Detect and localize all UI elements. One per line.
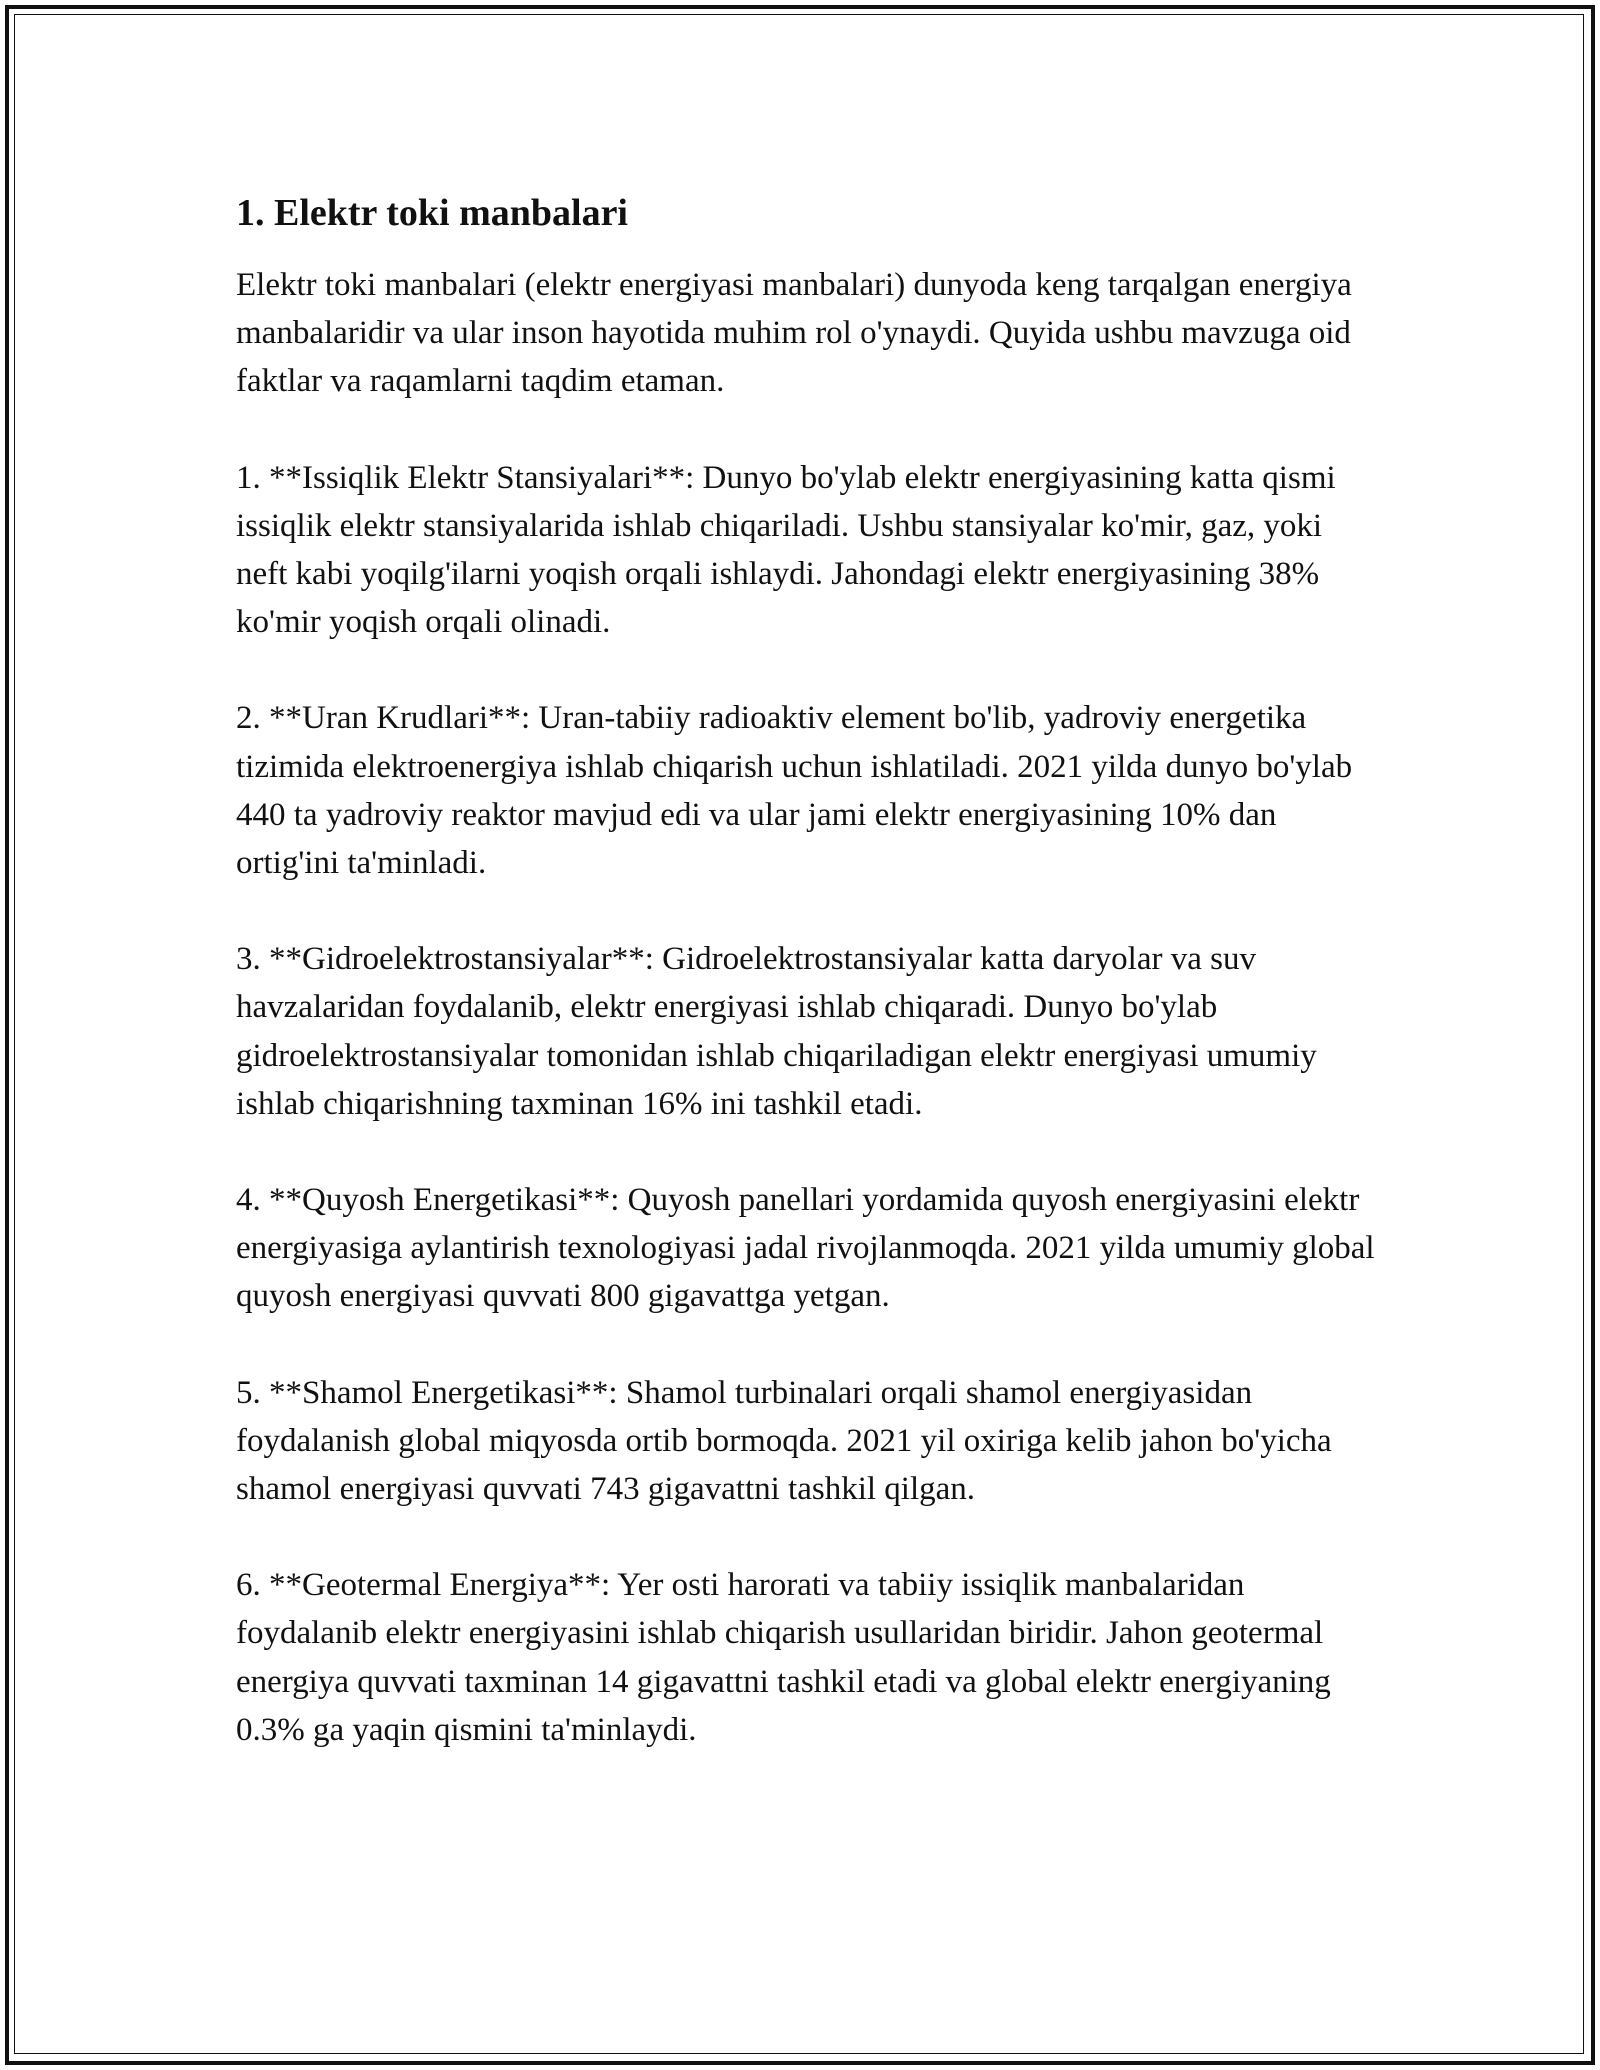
- list-item: 4. **Quyosh Energetikasi**: Quyosh panellari yordamida quyosh energiyasini elektr energiyasiga aylantirish texnologiyasi jadal rivojlanmoqda. 2021 yilda umumiy global quyosh energiyasi quvvati 800 gigavattga yetgan.: [236, 1182, 1375, 1315]
- list-item: 5. **Shamol Energetikasi**: Shamol turbinalari orqali shamol energiyasidan foydalanish global miqyosda ortib bormoqda. 2021 yil oxiriga kelib jahon bo'yicha shamol energiyasi quvvati 743 gigavattni tashkil qilgan.: [236, 1374, 1332, 1508]
- section-heading: 1. Elektr toki manbalari: [236, 192, 628, 234]
- list-item: 3. **Gidroelektrostansiyalar**: Gidroelektrostansiyalar katta daryolar va suv havzalaridan foydalanib, elektr energiyasi ishlab chiqaradi. Dunyo bo'ylab gidroelektrostansiyalar tomonidan ishlab chiqariladigan elektr energiyasi umumiy ishlab chiqarishning taxminan 16% ini tashkil etadi.: [236, 941, 1317, 1122]
- intro-paragraph: Elektr toki manbalari (elektr energiyasi manbalari) dunyoda keng tarqalgan energiya manbalaridir va ular inson hayotida muhim rol o'ynaydi. Quyida ushbu mavzuga oid faktlar va raqamlarni taqdim etaman.: [236, 267, 1352, 400]
- list-item: 2. **Uran Krudlari**: Uran-tabiiy radioaktiv element bo'lib, yadroviy energetika tizimida elektroenergiya ishlab chiqarish uchun ishlatiladi. 2021 yilda dunyo bo'ylab 440 ta yadroviy reaktor mavjud edi va ular jami elektr energiyasining 10% dan ortig'ini ta'minladi.: [236, 700, 1353, 882]
- list-item: 1. **Issiqlik Elektr Stansiyalari**: Dunyo bo'ylab elektr energiyasining katta qismi issiqlik elektr stansiyalarida ishlab chiqariladi. Ushbu stansiyalar ko'mir, gaz, yoki neft kabi yoqilg'ilarni yoqish orqali ishlaydi. Jahondagi elektr energiyasining 38% ko'mir yoqish orqali olinadi.: [236, 459, 1336, 641]
- list-item: 6. **Geotermal Energiya**: Yer osti harorati va tabiiy issiqlik manbalaridan foydalanib elektr energiyasini ishlab chiqarish usullaridan biridir. Jahon geotermal energiya quvvati taxminan 14 gigavattni tashkil etadi va global elektr energiyaning 0.3% ga yaqin qismini ta'minlaydi.: [236, 1567, 1331, 1748]
- document-body: [236, 185, 1376, 1802]
